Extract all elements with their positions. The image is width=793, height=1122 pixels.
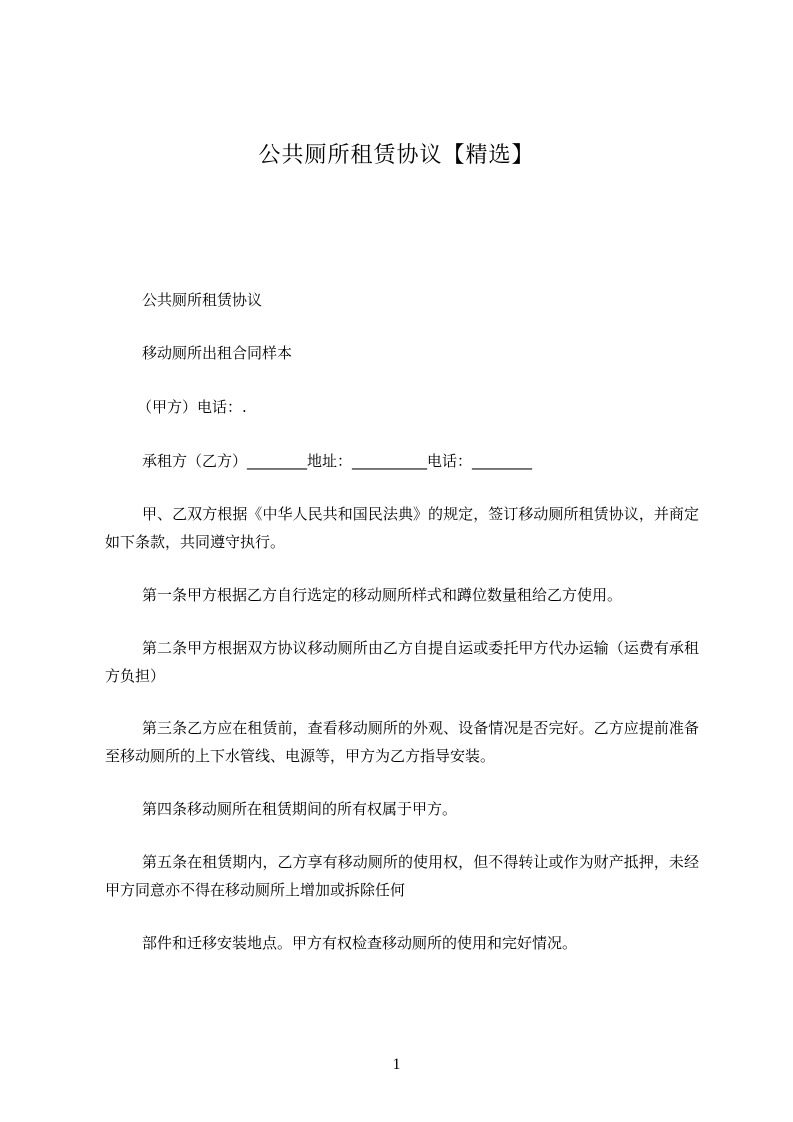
paragraph-article-2: 第二条甲方根据双方协议移动厕所由乙方自提自运或委托甲方代办运输（运费有承租方负担） xyxy=(105,639,699,685)
paragraph-article-3: 第三条乙方应在租赁前，查看移动厕所的外观、设备情况是否完好。乙方应提前准备至移动厕所的上下水管线、电源等，甲方为乙方指导安装。 xyxy=(105,719,699,765)
paragraph-preamble: 甲、乙双方根据《中华人民共和国民法典》的规定，签订移动厕所租赁协议，并商定如下条款，共同遵守执行。 xyxy=(105,505,699,551)
paragraph-article-1: 第一条甲方根据乙方自行选定的移动厕所样式和蹲位数量租给乙方使用。 xyxy=(142,586,623,604)
paragraph-contract-sample: 移动厕所出租合同样本 xyxy=(142,344,293,362)
paragraph-party-a-phone: （甲方）电话：. xyxy=(137,398,247,416)
paragraph-article-5-continued: 部件和迁移安装地点。甲方有权检查移动厕所的使用和完好情况。 xyxy=(142,934,578,952)
document-title: 公共厕所租赁协议【精选】 xyxy=(258,143,535,168)
paragraph-party-b-info: 承租方（乙方）________地址：__________电话：________ xyxy=(142,452,533,470)
paragraph-article-5: 第五条在租赁期内，乙方享有移动厕所的使用权，但不得转让或作为财产抵押，未经甲方同意亦不得在移动厕所上增加或拆除任何 xyxy=(105,853,699,899)
paragraph-agreement-name: 公共厕所租赁协议 xyxy=(142,291,263,309)
paragraph-article-4: 第四条移动厕所在租赁期间的所有权属于甲方。 xyxy=(142,800,458,818)
page-number: 1 xyxy=(392,1056,401,1073)
